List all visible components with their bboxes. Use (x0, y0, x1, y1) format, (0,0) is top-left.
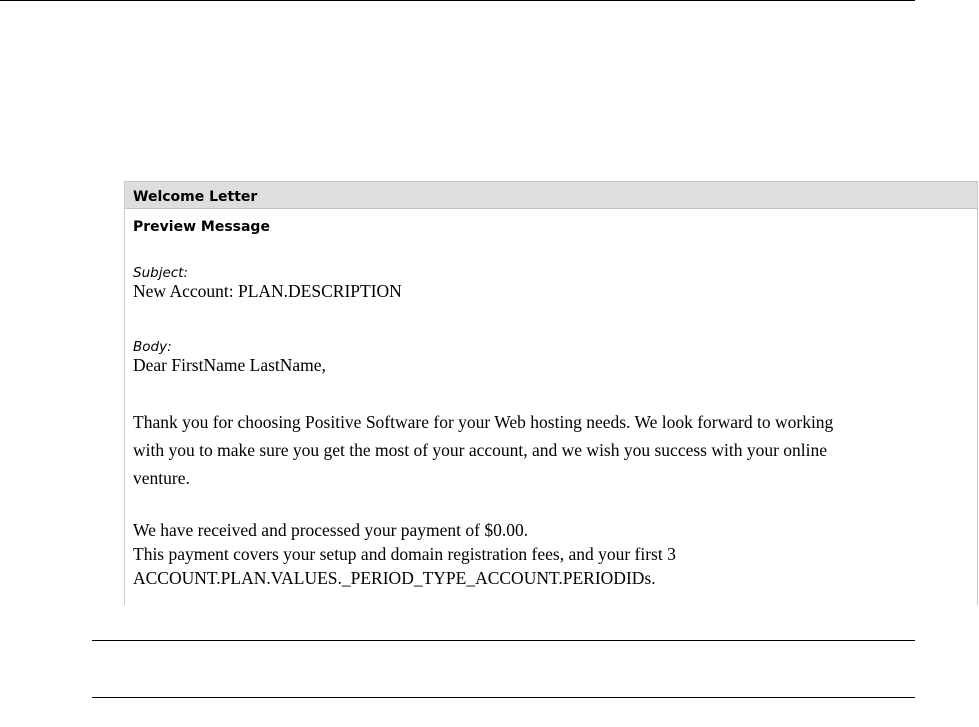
body-paragraph-line: with you to make sure you get the most of your account, and we wish you success with your online (133, 440, 828, 460)
panel-header: Welcome Letter (125, 181, 977, 209)
bottom-divider (92, 697, 915, 698)
subject-value: New Account: PLAN.DESCRIPTION (133, 281, 402, 301)
subject-label: Subject: (133, 265, 189, 281)
body-payment-line: This payment covers your setup and domain registration fees, and your first 3 (133, 544, 676, 564)
welcome-letter-panel (124, 181, 978, 605)
body-paragraph-line: venture. (133, 468, 190, 488)
body-payment-line: ACCOUNT.PLAN.VALUES._PERIOD_TYPE_ACCOUNT.PERIODIDs. (133, 568, 656, 588)
top-divider (0, 0, 915, 1)
middle-divider (92, 640, 915, 641)
preview-message-title: Preview Message (133, 219, 270, 235)
body-paragraph-line: Thank you for choosing Positive Software for your Web hosting needs. We look forward to working (133, 412, 834, 432)
body-payment-line: We have received and processed your payment of $0.00. (133, 520, 529, 540)
body-greeting: Dear FirstName LastName, (133, 355, 326, 375)
body-label: Body: (133, 339, 172, 355)
